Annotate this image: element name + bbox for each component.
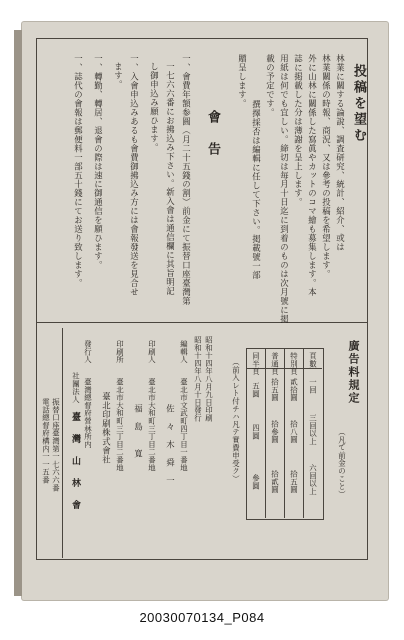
publisher-address: 臺灣總督府營林所内 [83, 378, 93, 449]
table-header-six: 六回以上 [308, 464, 318, 496]
table-row-regular-label: 普通頁 [270, 352, 280, 376]
phone-number: 電話總督府構内一一五番 [41, 398, 51, 484]
notice-line-5: ます。 [113, 62, 124, 89]
table-cell: 拾參圓 [270, 420, 280, 444]
submission-line-8: 贈呈します。 [237, 54, 248, 108]
publisher-org-label: 社團法人 [71, 372, 81, 404]
binding-edge [14, 30, 22, 596]
table-header-once: 一回 [308, 378, 318, 394]
table-row-special-label: 特別頁 [289, 352, 299, 376]
printer-label: 印刷人 [147, 340, 157, 364]
table-cell: 貳拾圓 [289, 378, 299, 402]
submission-line-5: 用紙は何でも宜しい。締切は毎月十日迄に到着のものは次月號に掲 [279, 54, 290, 324]
publisher-name: 臺 灣 山 林 會 [70, 412, 80, 511]
editor-name: 佐 々 木 舜 一 [165, 404, 176, 485]
table-rule [303, 348, 304, 518]
submission-line-1: 林業に關する論說、調査研究、統計、紹介、或は [335, 54, 346, 252]
table-rule [265, 348, 266, 518]
notice-line-1: 一、會費年額参圓（月二十五錢の割）前金にて振替口座臺灣第 [181, 54, 192, 306]
notice-line-2: 一七六六番にお拂込み下さい。新入會は通信欄に其旨明記 [165, 62, 176, 296]
archive-caption: 20030070134_P084 [139, 610, 265, 625]
issued-date: 昭和十四年八月十日發行 [193, 336, 203, 422]
printer-name: 福 島 寬 [133, 404, 144, 458]
table-cell: 五圓 [251, 382, 261, 398]
table-cell: 拾五圓 [270, 378, 280, 402]
ad-rates-footnote: （前入レト付チハ凡テ實費申受ク） [231, 358, 241, 483]
notice-line-6: 一、轉勤、轉居、退會の際は速に御通信を願ひます。 [93, 54, 104, 270]
table-cell: 拾五圓 [289, 470, 299, 494]
press-name: 臺北印刷株式會社 [101, 392, 112, 464]
table-cell: 四圓 [251, 424, 261, 440]
submission-line-6: 載の予定です。 [265, 54, 276, 117]
ad-rates-note: （凡て前金のこと） [337, 428, 347, 499]
press-address: 臺北市大和町三丁目二番地 [115, 378, 125, 472]
publisher-label: 發行人 [83, 340, 93, 364]
notice-line-7: 一、誌代の會報は郵便料一部五十錢にてお送り致します。 [73, 54, 84, 288]
submission-line-4: 誌に掲載した分は薄謝を呈上します。 [293, 54, 304, 207]
postal-account: 振替口座臺灣第一七六六番 [51, 398, 61, 492]
notice-line-4: 一、入會申込みあるも會費御拂込み方には會報發送を見合せ [129, 54, 140, 297]
table-row-half-label: 同半頁 [251, 352, 261, 376]
notice-title: 會 告 [205, 110, 220, 158]
table-cell: 拾八圓 [289, 420, 299, 444]
editor-address: 臺北市文武町四丁目一番地 [179, 378, 189, 472]
table-header-three: 三回以上 [308, 414, 318, 446]
table-rule [284, 348, 285, 518]
table-cell: 參圓 [251, 474, 261, 490]
press-label: 印刷所 [115, 340, 125, 364]
submission-line-3: 外に山林に關係した寫眞やカットのコマ繪も募集します。本 [307, 54, 318, 297]
submission-line-7: 撰擇採否は編輯に任して下さい。掲載號一部 [251, 100, 262, 280]
ad-rates-title: 廣告料規定 [347, 340, 360, 405]
printer-address: 臺北市大和町三丁目二番地 [147, 378, 157, 472]
submission-title: 投稿を望む [351, 64, 366, 144]
table-header-pages: 頁數 [308, 352, 318, 368]
editor-label: 編輯人 [179, 340, 189, 364]
section-divider [36, 322, 368, 323]
submission-line-2: 林業關係の時報、商況、又は參考の投稿を希望します。 [321, 54, 332, 279]
notice-line-3: し御申込み願ひます。 [149, 62, 160, 152]
table-cell: 拾貳圓 [270, 470, 280, 494]
printed-date: 昭和十四年八月九日印刷 [204, 336, 214, 422]
